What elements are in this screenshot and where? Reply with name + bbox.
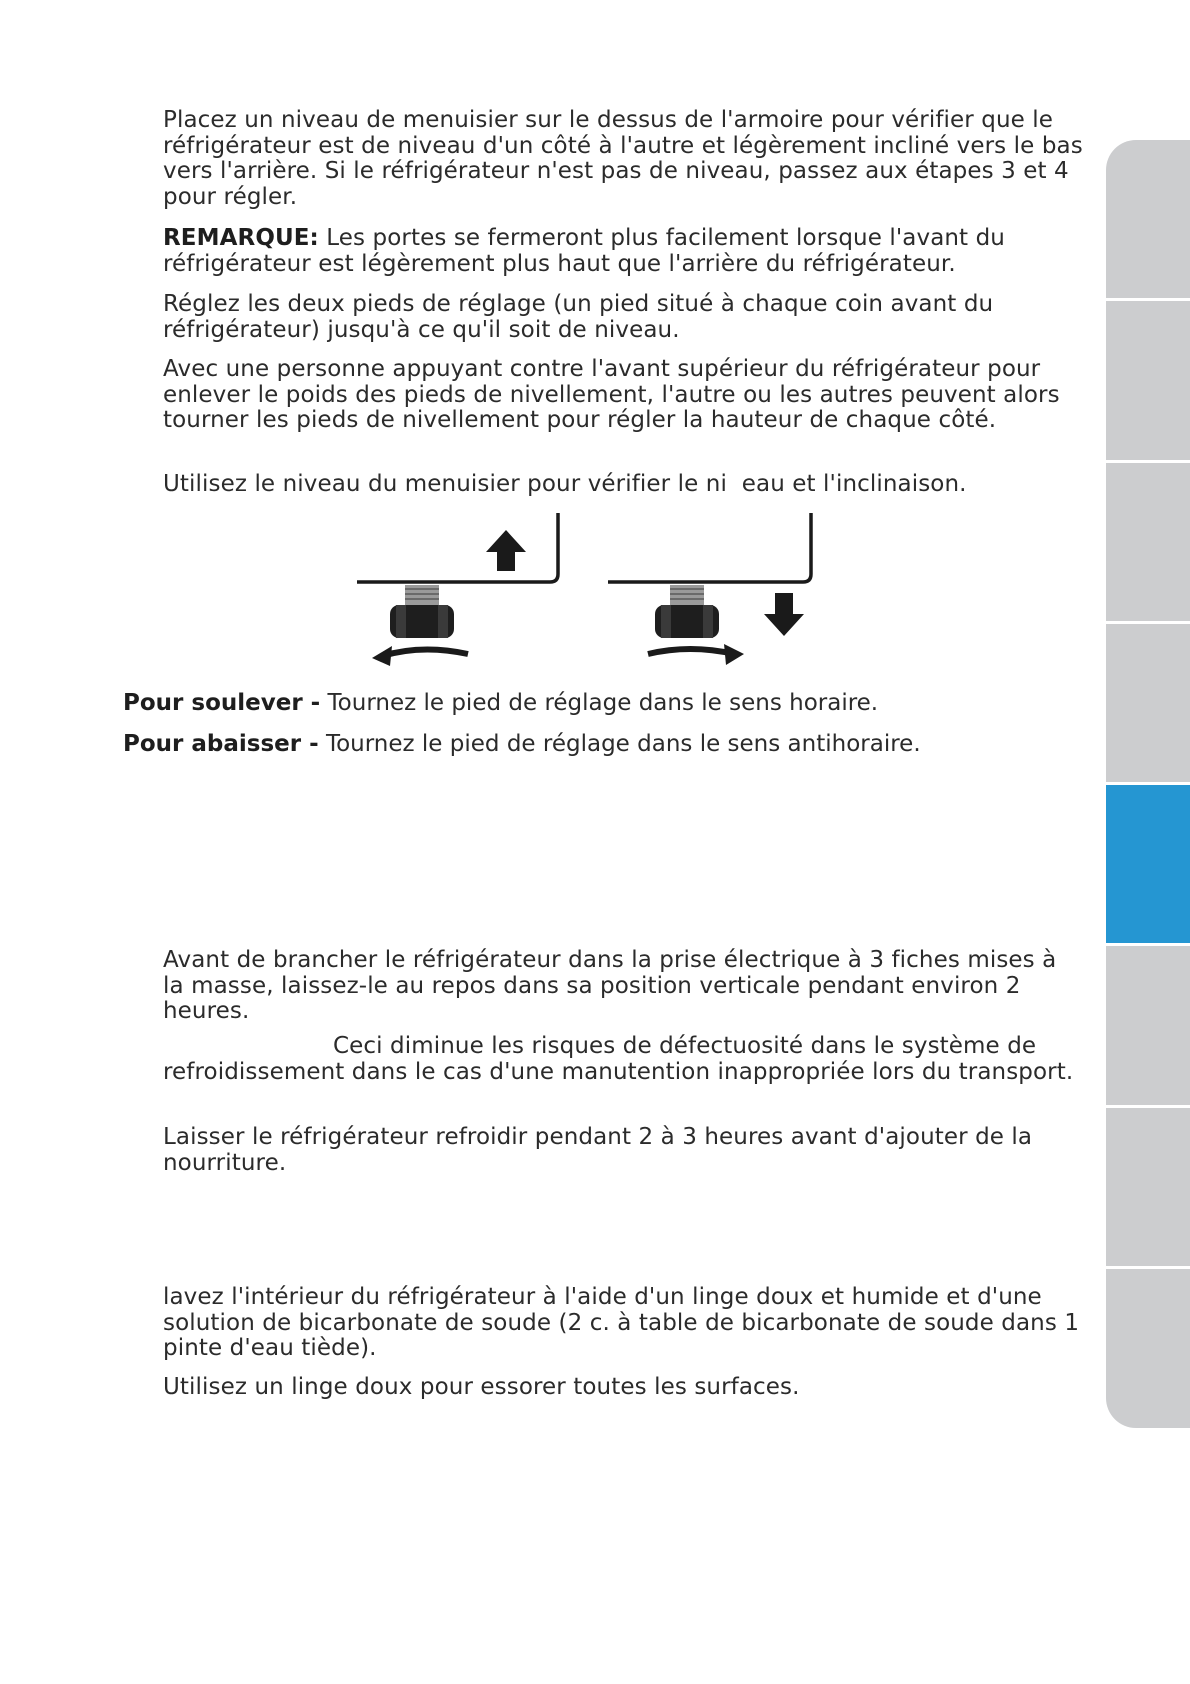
note-paragraph <box>163 226 1083 277</box>
rotate-arrow-icon <box>648 644 744 665</box>
leveling-paragraph-5: Utilisez le niveau du menuisier pour vérifier le ni eau et l'inclinaison. <box>163 471 967 497</box>
section-tab-8[interactable] <box>1106 1269 1190 1428</box>
arrow-down-icon <box>764 593 804 636</box>
raise-text: Tournez le pied de réglage dans le sens horaire. <box>320 690 879 716</box>
cleaning-paragraph-1: lavez l'intérieur du réfrigérateur à l'aide d'un linge doux et humide et d'une solution de bicarbonate de soude (2 c. à table de bicarbonate de soude dans 1 pinte d'eau tiède). <box>163 1284 1080 1361</box>
lower-label: Pour abaisser - <box>123 731 319 757</box>
raise-label: Pour soulever - <box>123 690 321 716</box>
section-tab-6[interactable] <box>1106 946 1190 1107</box>
raise-instruction <box>123 690 878 716</box>
arrow-up-icon <box>486 530 526 571</box>
section-tab-2[interactable] <box>1106 301 1190 462</box>
note-label: REMARQUE: <box>163 225 319 251</box>
leveling-paragraph-4: Avec une personne appuyant contre l'avant supérieur du réfrigérateur pour enlever le poids des pieds de nivellement, l'autre ou les autres peuvent alors tourner les pieds de nivellement pour régler la hauteur de chaque côté. <box>163 356 1060 433</box>
power-paragraph-3: Laisser le réfrigérateur refroidir pendant 2 à 3 heures avant d'ajouter de la nourriture. <box>163 1124 1033 1176</box>
leveling-foot-raise-icon <box>357 513 558 638</box>
section-tab-4[interactable] <box>1106 624 1190 785</box>
leveling-feet-illustration <box>350 508 830 673</box>
cleaning-paragraph-2: Utilisez un linge doux pour essorer toutes les surfaces. <box>163 1374 800 1400</box>
lower-instruction <box>123 731 921 757</box>
section-tabs <box>1106 140 1190 1428</box>
lower-text: Tournez le pied de réglage dans le sens antihoraire. <box>318 731 921 757</box>
section-tab-7[interactable] <box>1106 1108 1190 1269</box>
section-tab-5-active[interactable] <box>1106 785 1190 946</box>
section-tab-1[interactable] <box>1106 140 1190 301</box>
power-paragraph-2: Ceci diminue les risques de défectuosité dans le système de refroidissement dans le cas d'une manutention inappropriée lors du transport. <box>163 1033 1074 1085</box>
leveling-paragraph-1: Placez un niveau de menuisier sur le dessus de l'armoire pour vérifier que le réfrigérateur est de niveau d'un côté à l'autre et légèrement incliné vers le bas vers l'arrière. Si le réfrigérateur n'est pas de niveau, passez aux étapes 3 et 4 pour régler. <box>163 107 1083 210</box>
rotate-arrow-icon <box>372 646 468 666</box>
note-text: Les portes se fermeront plus facilement lorsque l'avant du réfrigérateur est légèrement plus haut que l'arrière du réfrigérateur. <box>163 225 1005 277</box>
leveling-paragraph-3: Réglez les deux pieds de réglage (un pied situé à chaque coin avant du réfrigérateur) jusqu'à ce qu'il soit de niveau. <box>163 291 994 343</box>
power-paragraph-1: Avant de brancher le réfrigérateur dans la prise électrique à 3 fiches mises à la masse, laissez-le au repos dans sa position verticale pendant environ 2 heures. <box>163 947 1057 1024</box>
section-tab-3[interactable] <box>1106 463 1190 624</box>
